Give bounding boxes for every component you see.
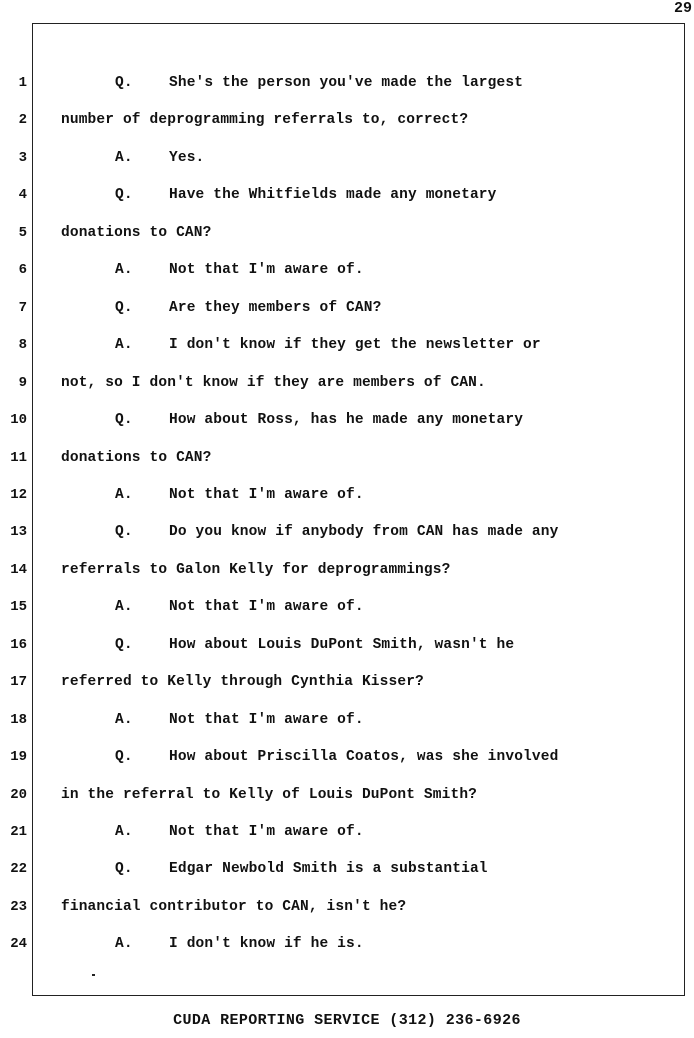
testimony-text: Not that I'm aware of.: [169, 712, 364, 728]
speaker-label: Q.: [115, 861, 133, 877]
speaker-label: Q.: [115, 187, 133, 203]
testimony-text: referrals to Galon Kelly for deprogrammings?: [61, 562, 451, 578]
line-number: 19: [10, 749, 27, 765]
testimony-text: How about Priscilla Coatos, was she involved: [169, 749, 559, 765]
footer-reporting-service: CUDA REPORTING SERVICE (312) 236-6926: [173, 1012, 521, 1029]
speaker-label: Q.: [115, 637, 133, 653]
line-number: 13: [10, 524, 27, 540]
speaker-label: Q.: [115, 524, 133, 540]
speaker-label: A.: [115, 262, 133, 278]
speaker-label: Q.: [115, 75, 133, 91]
speaker-label: A.: [115, 337, 133, 353]
testimony-text: referred to Kelly through Cynthia Kisser?: [61, 674, 424, 690]
testimony-text: donations to CAN?: [61, 450, 212, 466]
line-number: 2: [18, 112, 27, 128]
line-number: 16: [10, 637, 27, 653]
line-number: 8: [18, 337, 27, 353]
line-number: 18: [10, 712, 27, 728]
testimony-text: How about Louis DuPont Smith, wasn't he: [169, 637, 515, 653]
testimony-text: She's the person you've made the largest: [169, 75, 524, 91]
speaker-label: Q.: [115, 412, 133, 428]
line-number: 17: [10, 674, 27, 690]
testimony-text: Yes.: [169, 150, 205, 166]
line-number: 11: [10, 450, 27, 466]
line-number: 6: [18, 262, 27, 278]
testimony-text: I don't know if they get the newsletter or: [169, 337, 541, 353]
speaker-label: A.: [115, 712, 133, 728]
testimony-text: donations to CAN?: [61, 225, 212, 241]
line-number: 10: [10, 412, 27, 428]
stray-mark: [92, 974, 95, 976]
page-number: 29: [673, 0, 692, 17]
speaker-label: Q.: [115, 749, 133, 765]
speaker-label: A.: [115, 150, 133, 166]
line-number: 4: [18, 187, 27, 203]
speaker-label: A.: [115, 599, 133, 615]
testimony-text: financial contributor to CAN, isn't he?: [61, 899, 407, 915]
line-number: 23: [10, 899, 27, 915]
testimony-text: in the referral to Kelly of Louis DuPont Smith?: [61, 787, 478, 803]
testimony-text: Do you know if anybody from CAN has made any: [169, 524, 559, 540]
line-number: 24: [10, 936, 27, 952]
testimony-text: Are they members of CAN?: [169, 300, 382, 316]
line-number: 5: [18, 225, 27, 241]
transcript-frame: [32, 23, 685, 996]
line-number: 21: [10, 824, 27, 840]
testimony-text: Not that I'm aware of.: [169, 262, 364, 278]
speaker-label: A.: [115, 824, 133, 840]
speaker-label: A.: [115, 487, 133, 503]
testimony-text: not, so I don't know if they are members of CAN.: [61, 375, 486, 391]
line-number: 3: [18, 150, 27, 166]
line-number: 20: [10, 787, 27, 803]
line-number: 14: [10, 562, 27, 578]
testimony-text: Not that I'm aware of.: [169, 487, 364, 503]
speaker-label: A.: [115, 936, 133, 952]
line-number: 22: [10, 861, 27, 877]
testimony-text: Have the Whitfields made any monetary: [169, 187, 497, 203]
testimony-text: Edgar Newbold Smith is a substantial: [169, 861, 488, 877]
line-number: 15: [10, 599, 27, 615]
testimony-text: Not that I'm aware of.: [169, 599, 364, 615]
testimony-text: I don't know if he is.: [169, 936, 364, 952]
testimony-text: number of deprogramming referrals to, correct?: [61, 112, 469, 128]
speaker-label: Q.: [115, 300, 133, 316]
testimony-text: Not that I'm aware of.: [169, 824, 364, 840]
testimony-text: How about Ross, has he made any monetary: [169, 412, 524, 428]
line-number: 1: [18, 75, 27, 91]
line-number: 7: [18, 300, 27, 316]
line-number: 12: [10, 487, 27, 503]
line-number: 9: [18, 375, 27, 391]
